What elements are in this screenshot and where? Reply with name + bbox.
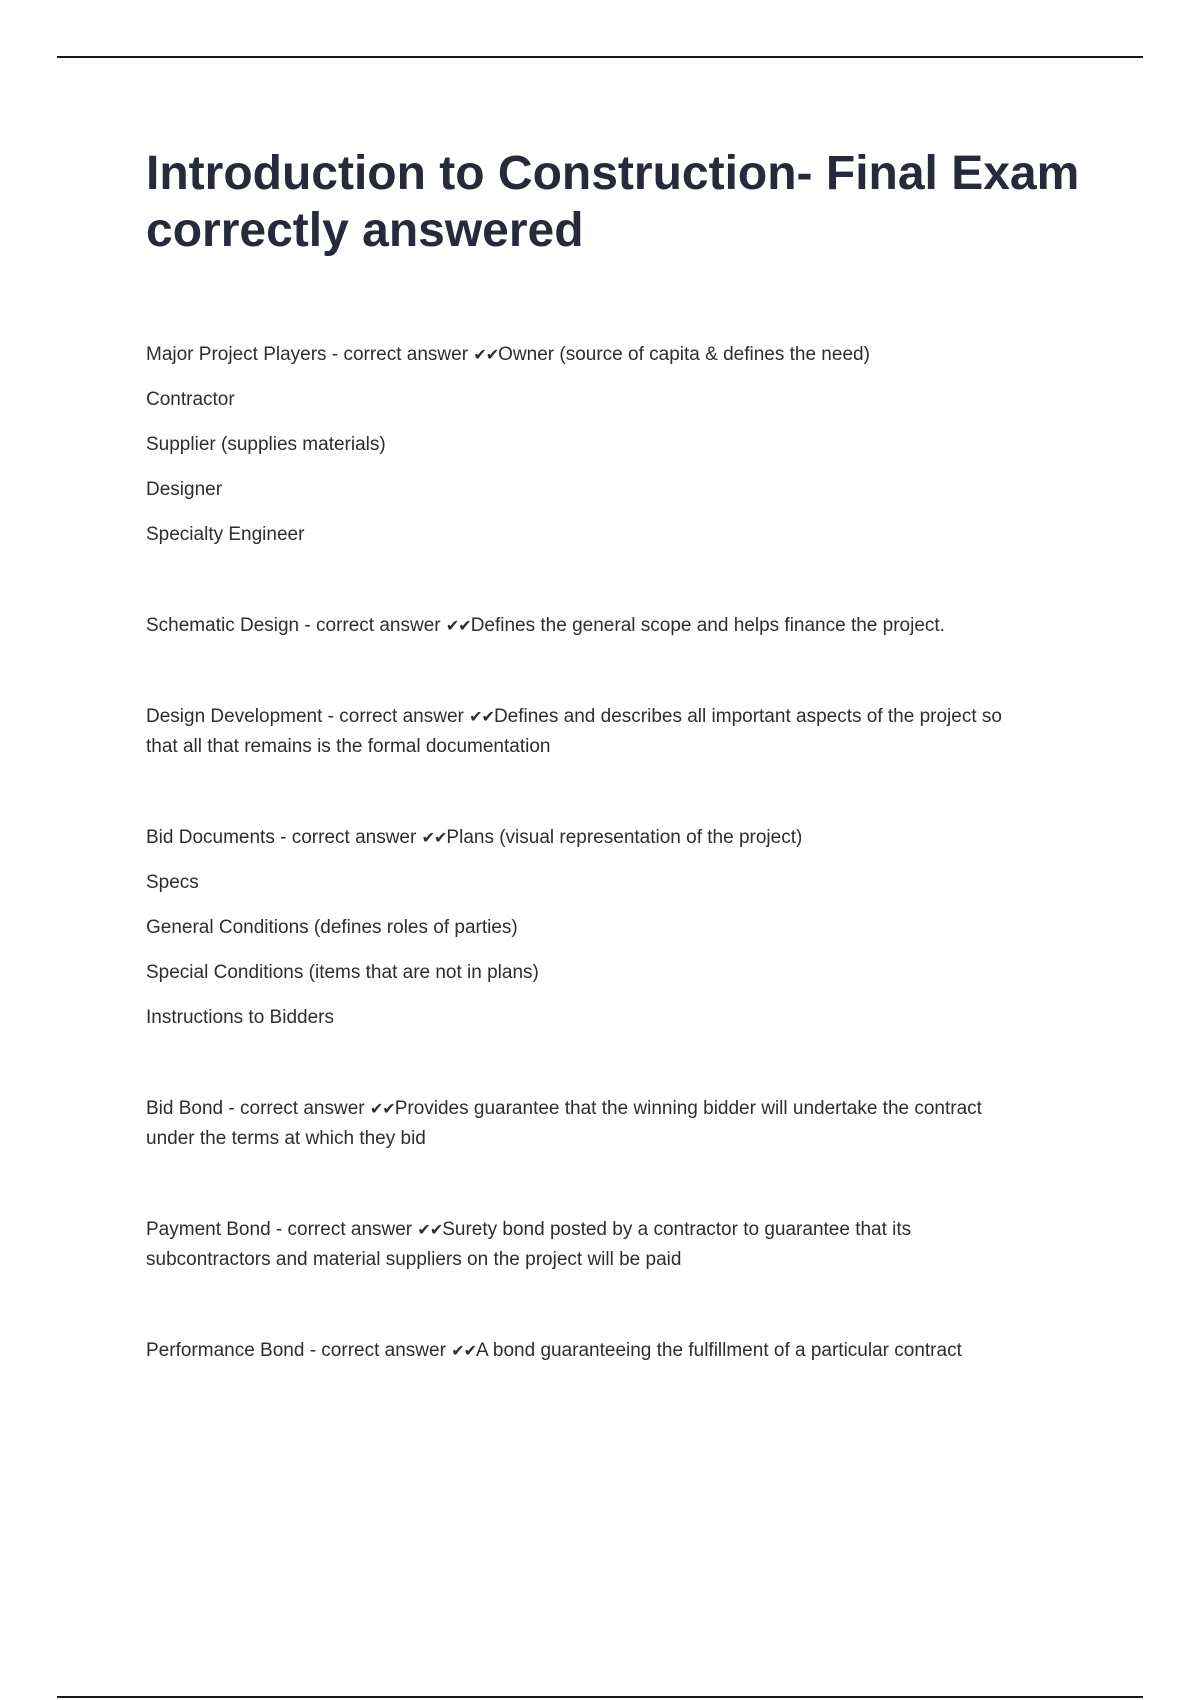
qa-question-line: [146, 1336, 1106, 1366]
answer-prefix: - correct answer: [322, 706, 470, 727]
qa-question-line: [146, 1215, 1106, 1245]
qa-answer-text: A bond guaranteeing the fulfillment of a particular contract: [476, 1340, 962, 1361]
qa-term: Major Project Players: [146, 344, 327, 365]
qa-question-line: [146, 340, 1106, 370]
qa-answer-text: subcontractors and material suppliers on the project will be paid: [146, 1249, 682, 1270]
double-check-icon: ✔✔: [421, 828, 447, 847]
answer-prefix: - correct answer: [326, 344, 474, 365]
qa-answer-continuation: [146, 732, 1106, 762]
qa-entry: [146, 611, 1106, 641]
qa-question-line: [146, 702, 1106, 732]
qa-answer-text: Provides guarantee that the winning bidder will undertake the contract: [394, 1098, 982, 1119]
answer-prefix: - correct answer: [274, 827, 422, 848]
answer-prefix: - correct answer: [304, 1340, 452, 1361]
qa-term: Design Development: [146, 706, 323, 727]
qa-entry: [146, 823, 1106, 1033]
qa-answer-text: under the terms at which they bid: [146, 1128, 426, 1149]
double-check-icon: ✔✔: [451, 1341, 476, 1360]
answer-prefix: - correct answer: [299, 615, 446, 636]
qa-answer-text: Plans (visual representation of the project): [446, 827, 803, 848]
qa-entry: [146, 702, 1106, 762]
qa-answer-text: Owner (source of capita & defines the need): [498, 344, 870, 365]
qa-entry: [146, 340, 1106, 550]
answer-prefix: - correct answer: [223, 1098, 370, 1119]
qa-term: Schematic Design: [146, 615, 300, 636]
qa-entry: [146, 1094, 1106, 1154]
qa-question-line: [146, 1094, 1106, 1124]
double-check-icon: ✔✔: [369, 1099, 395, 1118]
document-title: Introduction to Construction- Final Exam correctly answered: [146, 147, 1080, 257]
qa-answer-text: Defines the general scope and helps finance the project.: [470, 615, 945, 636]
qa-question-line: [146, 611, 1106, 641]
entry-gap: [146, 641, 1106, 702]
qa-question-line: [146, 823, 1106, 853]
entry-gap: [146, 762, 1106, 823]
qa-term: Bid Bond: [146, 1098, 224, 1119]
qa-answer-item: Supplier (supplies materials): [146, 434, 386, 455]
qa-answer-text: that all that remains is the formal documentation: [146, 736, 551, 757]
top-rule: [57, 56, 1143, 58]
double-check-icon: ✔✔: [473, 345, 499, 364]
double-check-icon: ✔✔: [445, 616, 471, 635]
entry-gap: [146, 1154, 1106, 1215]
qa-entry: [146, 1215, 1106, 1275]
qa-term: Bid Documents: [146, 827, 275, 848]
entry-gap: [146, 1033, 1106, 1094]
bottom-rule: [57, 1696, 1143, 1698]
qa-answer-item: General Conditions (defines roles of parties): [146, 917, 518, 938]
answer-prefix: - correct answer: [270, 1219, 418, 1240]
qa-answer-item: Specs: [146, 872, 199, 893]
qa-answer-item: Contractor: [146, 389, 235, 410]
qa-term: Payment Bond: [146, 1219, 271, 1240]
qa-entry: [146, 1336, 1106, 1366]
double-check-icon: ✔✔: [469, 707, 494, 726]
qa-answer-item: Designer: [146, 479, 223, 500]
qa-answer-continuation: [146, 1245, 1106, 1275]
qa-answer-item: Instructions to Bidders: [146, 1007, 334, 1028]
qa-answer-text: Defines and describes all important aspects of the project so: [493, 706, 1002, 727]
qa-answer-item: Special Conditions (items that are not in plans): [146, 962, 539, 983]
entry-gap: [146, 1275, 1106, 1336]
qa-answer-continuation: [146, 1124, 1106, 1154]
qa-answer-text: Surety bond posted by a contractor to guarantee that its: [442, 1219, 912, 1240]
qa-list: [146, 340, 1106, 1366]
qa-answer-item: Specialty Engineer: [146, 524, 305, 545]
qa-term: Performance Bond: [146, 1340, 305, 1361]
entry-gap: [146, 550, 1106, 611]
double-check-icon: ✔✔: [417, 1220, 443, 1239]
